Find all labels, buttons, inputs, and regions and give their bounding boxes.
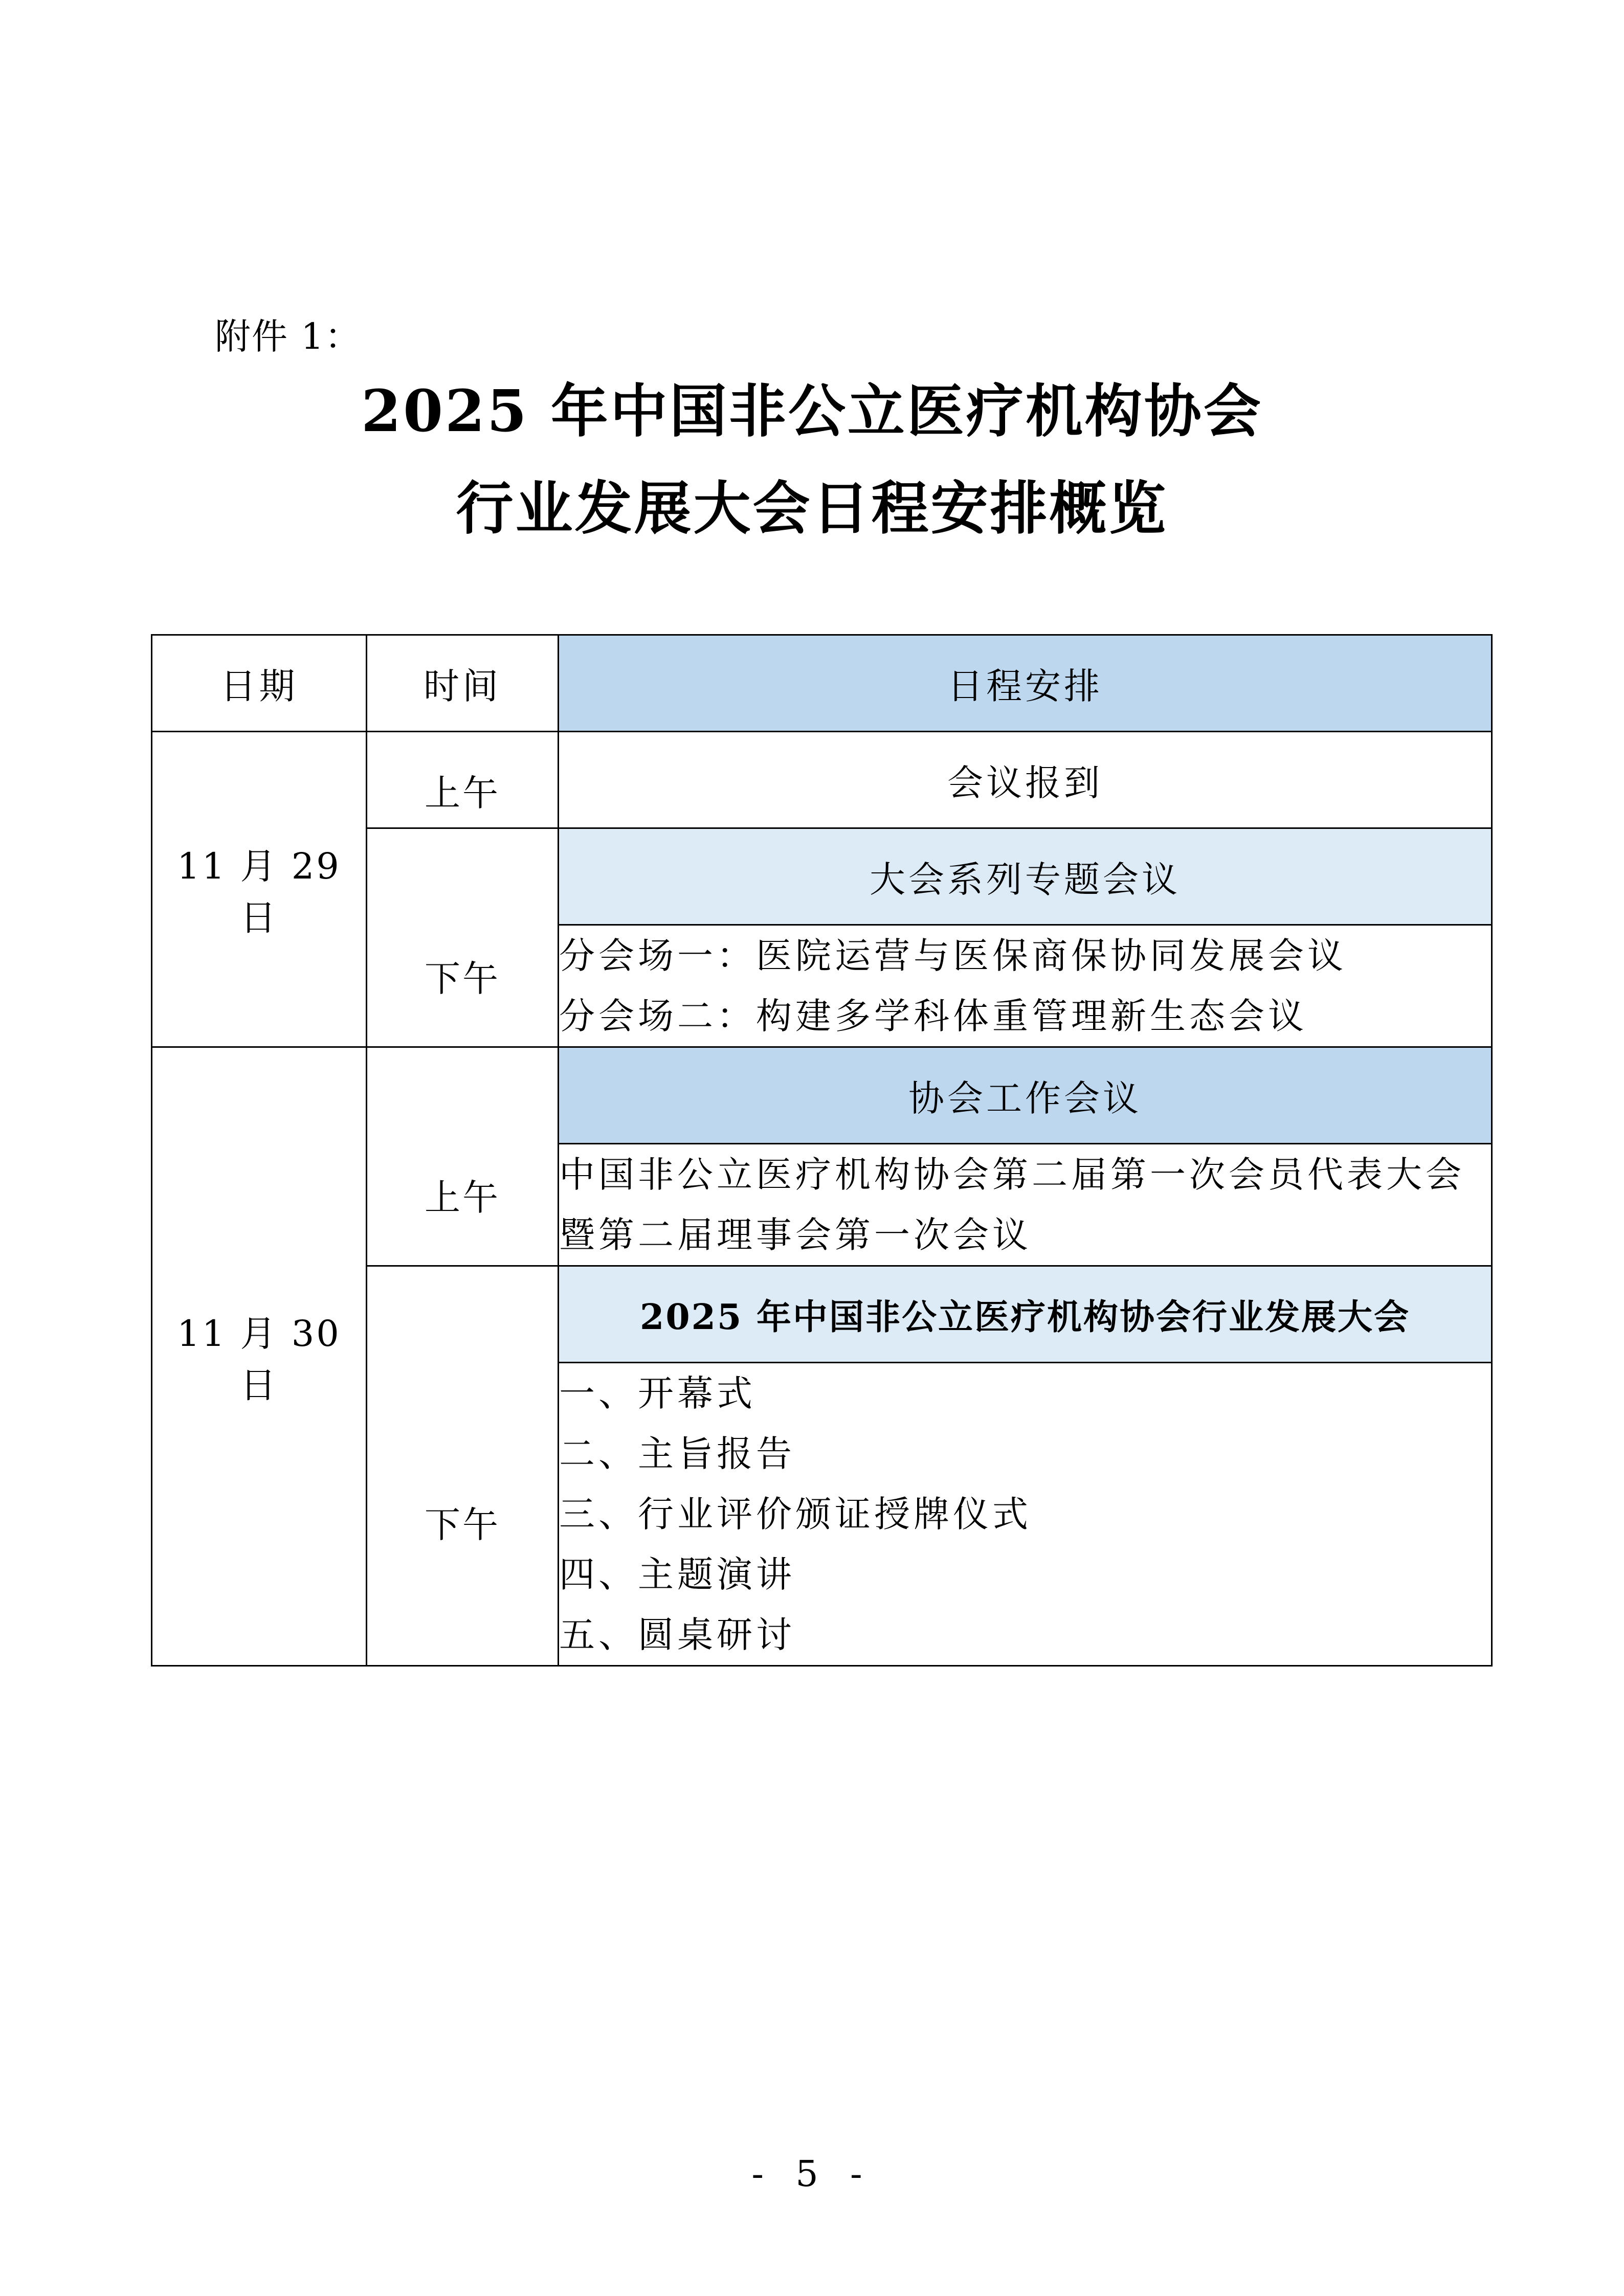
schedule-list-day2-afternoon <box>559 1363 1492 1666</box>
page-title-line-2: 行业发展大会日程安排概览 <box>456 475 1168 542</box>
time-cell-day2-morning <box>367 1047 559 1266</box>
list-item: 三、行业评价颁证授牌仪式 <box>559 1493 1032 1535</box>
schedule-table <box>151 634 1493 1667</box>
section-title-association-meeting: 协会工作会议 <box>559 1047 1492 1144</box>
section-title-conference: 2025 年中国非公立医疗机构协会行业发展大会 <box>559 1266 1492 1363</box>
page-number: - 5 - <box>751 2153 873 2195</box>
table-row <box>152 732 1492 828</box>
table-header-row <box>152 635 1492 732</box>
schedule-list-day2-morning <box>559 1144 1492 1266</box>
time-cell-day1-morning <box>367 732 559 828</box>
time-cell-day2-afternoon <box>367 1266 559 1666</box>
list-item: 五、圆桌研讨 <box>559 1614 795 1656</box>
time-label: 下午 <box>425 958 500 1000</box>
list-item: 分会场一：医院运营与医保商保协同发展会议 <box>559 935 1347 977</box>
list-item: 中国非公立医疗机构协会第二届第一次会员代表大会 <box>559 1154 1465 1196</box>
date-cell-day1: 11 月 29 日 <box>152 732 367 1047</box>
attachment-label: 附件 1： <box>215 316 362 357</box>
header-schedule: 日程安排 <box>559 635 1492 732</box>
table-row <box>152 1047 1492 1144</box>
time-label: 上午 <box>425 1177 500 1219</box>
time-cell-day1-afternoon <box>367 828 559 1047</box>
list-item: 暨第二届理事会第一次会议 <box>559 1214 1032 1256</box>
list-item: 二、主旨报告 <box>559 1433 795 1475</box>
header-time: 时间 <box>367 635 559 732</box>
section-title-series-meetings: 大会系列专题会议 <box>559 828 1492 925</box>
header-date: 日期 <box>152 635 367 732</box>
list-item: 一、开幕式 <box>559 1372 756 1414</box>
list-item: 分会场二：构建多学科体重管理新生态会议 <box>559 995 1307 1037</box>
page-title-line-1: 2025 年中国非公立医疗机构协会 <box>361 378 1263 445</box>
schedule-item-registration: 会议报到 <box>559 732 1492 828</box>
schedule-list-day1-afternoon <box>559 925 1492 1047</box>
time-label: 上午 <box>425 772 500 814</box>
list-item: 四、主题演讲 <box>559 1554 795 1595</box>
time-label: 下午 <box>425 1504 500 1546</box>
date-cell-day2: 11 月 30 日 <box>152 1047 367 1666</box>
